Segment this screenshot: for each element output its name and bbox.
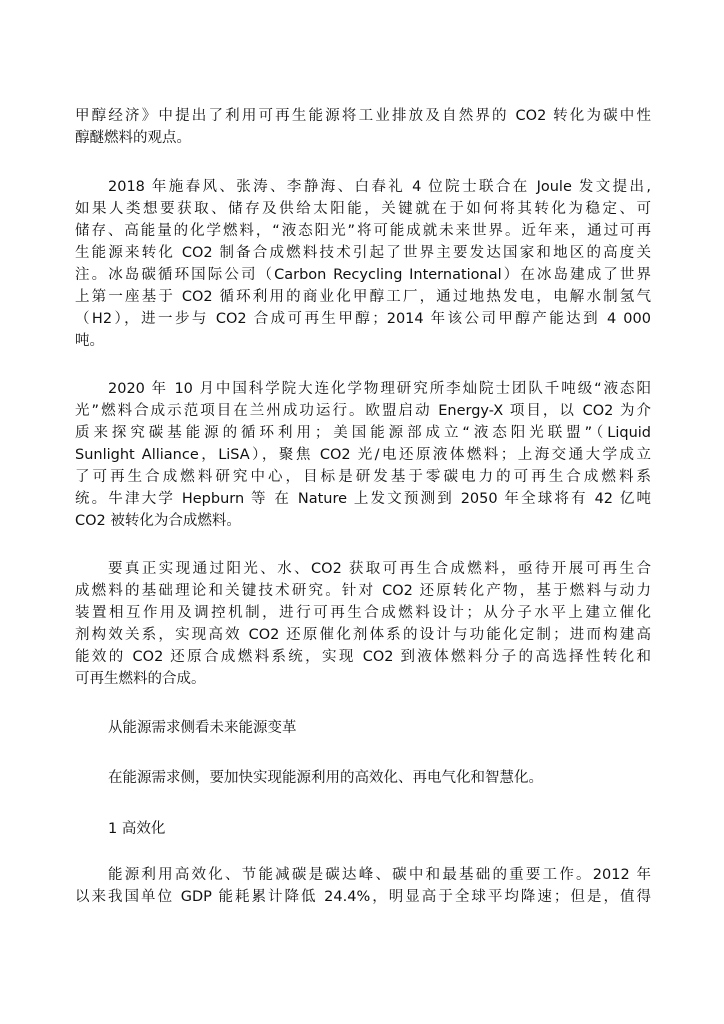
- text-line: 能效的 CO2 还原合成燃料系统，实现 CO2 到液体燃料分子的高选择性转化和: [75, 649, 651, 665]
- text-line: 成燃料的基础理论和关键技术研究。针对 CO2 还原转化产物，基于燃料与动力: [75, 583, 651, 599]
- text-line: 装置相互作用及调控机制，进行可再生合成燃料设计；从分子水平上建立催化: [75, 605, 651, 621]
- text-line: 如果人类想要获取、储存及供给太阳能，关键就在于如何将其转化为稳定、可: [75, 201, 651, 217]
- text-line: 生能源来转化 CO2 制备合成燃料技术引起了世界主要发达国家和地区的高度关: [75, 245, 651, 261]
- text-line: 上第一座基于 CO2 循环利用的商业化甲醇工厂，通过地热发电，电解水制氢气: [75, 289, 651, 305]
- text-line: 了可再生合成燃料研究中心，目标是研发基于零碳电力的可再生合成燃料系: [75, 469, 651, 485]
- text-line: 可再生燃料的合成。: [75, 671, 206, 687]
- paragraph-research-needs: [75, 558, 651, 690]
- text-line: 统。牛津大学 Hepburn 等 在 Nature 上发文预测到 2050 年全球将有 42 亿吨: [75, 491, 651, 507]
- text-line: 质来探究碳基能源的循环利用；美国能源部成立“液态阳光联盟”（Liquid: [75, 425, 651, 441]
- text-line: CO2 被转化为合成燃料。: [75, 513, 241, 529]
- text-line: 储存、高能量的化学燃料，“液态阳光”将可能成就未来世界。近年来，通过可再: [75, 223, 651, 239]
- text-line: 能源利用高效化、节能减碳是碳达峰、碳中和最基础的重要工作。2012 年: [108, 867, 651, 883]
- text-line: 2020 年 10 月中国科学院大连化学物理研究所李灿院士团队千吨级“液态阳: [108, 381, 651, 397]
- paragraph-efficiency: [75, 864, 651, 908]
- text-line: 甲醇经济》中提出了利用可再生能源将工业排放及自然界的 CO2 转化为碳中性: [75, 108, 651, 124]
- paragraph-methanol-economy: [75, 105, 651, 149]
- subsection-title: 1 高效化: [108, 821, 166, 837]
- paragraph-liquid-sunlight-2018: [75, 176, 651, 352]
- text-line: 光”燃料合成示范项目在兰州成功运行。欧盟启动 Energy-X 项目，以 CO2 为介: [75, 403, 651, 419]
- section-title: 从能源需求侧看未来能源变革: [108, 720, 297, 736]
- text-line: 要真正实现通过阳光、水、CO2 获取可再生合成燃料，亟待开展可再生合: [108, 561, 651, 577]
- text-line: 注。冰岛碳循环国际公司（Carbon Recycling International）在冰岛建成了世界: [75, 267, 651, 283]
- text-line: Sunlight Alliance，LiSA），聚焦 CO2 光/电还原液体燃料；上海交通大学成立: [75, 447, 651, 463]
- text-line: （H2），进一步与 CO2 合成可再生甲醇；2014 年该公司甲醇产能达到 4 000: [75, 311, 651, 327]
- text-line: 2018 年施春风、张涛、李静海、白春礼 4 位院士联合在 Joule 发文提出,: [108, 179, 651, 195]
- text-line: 以来我国单位 GDP 能耗累计降低 24.4%，明显高于全球平均降速；但是，值得: [75, 889, 651, 905]
- section-intro: 在能源需求侧，要加快实现能源利用的高效化、再电气化和智慧化。: [108, 770, 543, 786]
- paragraph-demonstration-2020: [75, 378, 651, 532]
- text-line: 剂构效关系，实现高效 CO2 还原催化剂体系的设计与功能化定制；进而构建高: [75, 627, 651, 643]
- text-line: 吨。: [75, 333, 104, 349]
- text-line: 醇醚燃料的观点。: [75, 130, 191, 146]
